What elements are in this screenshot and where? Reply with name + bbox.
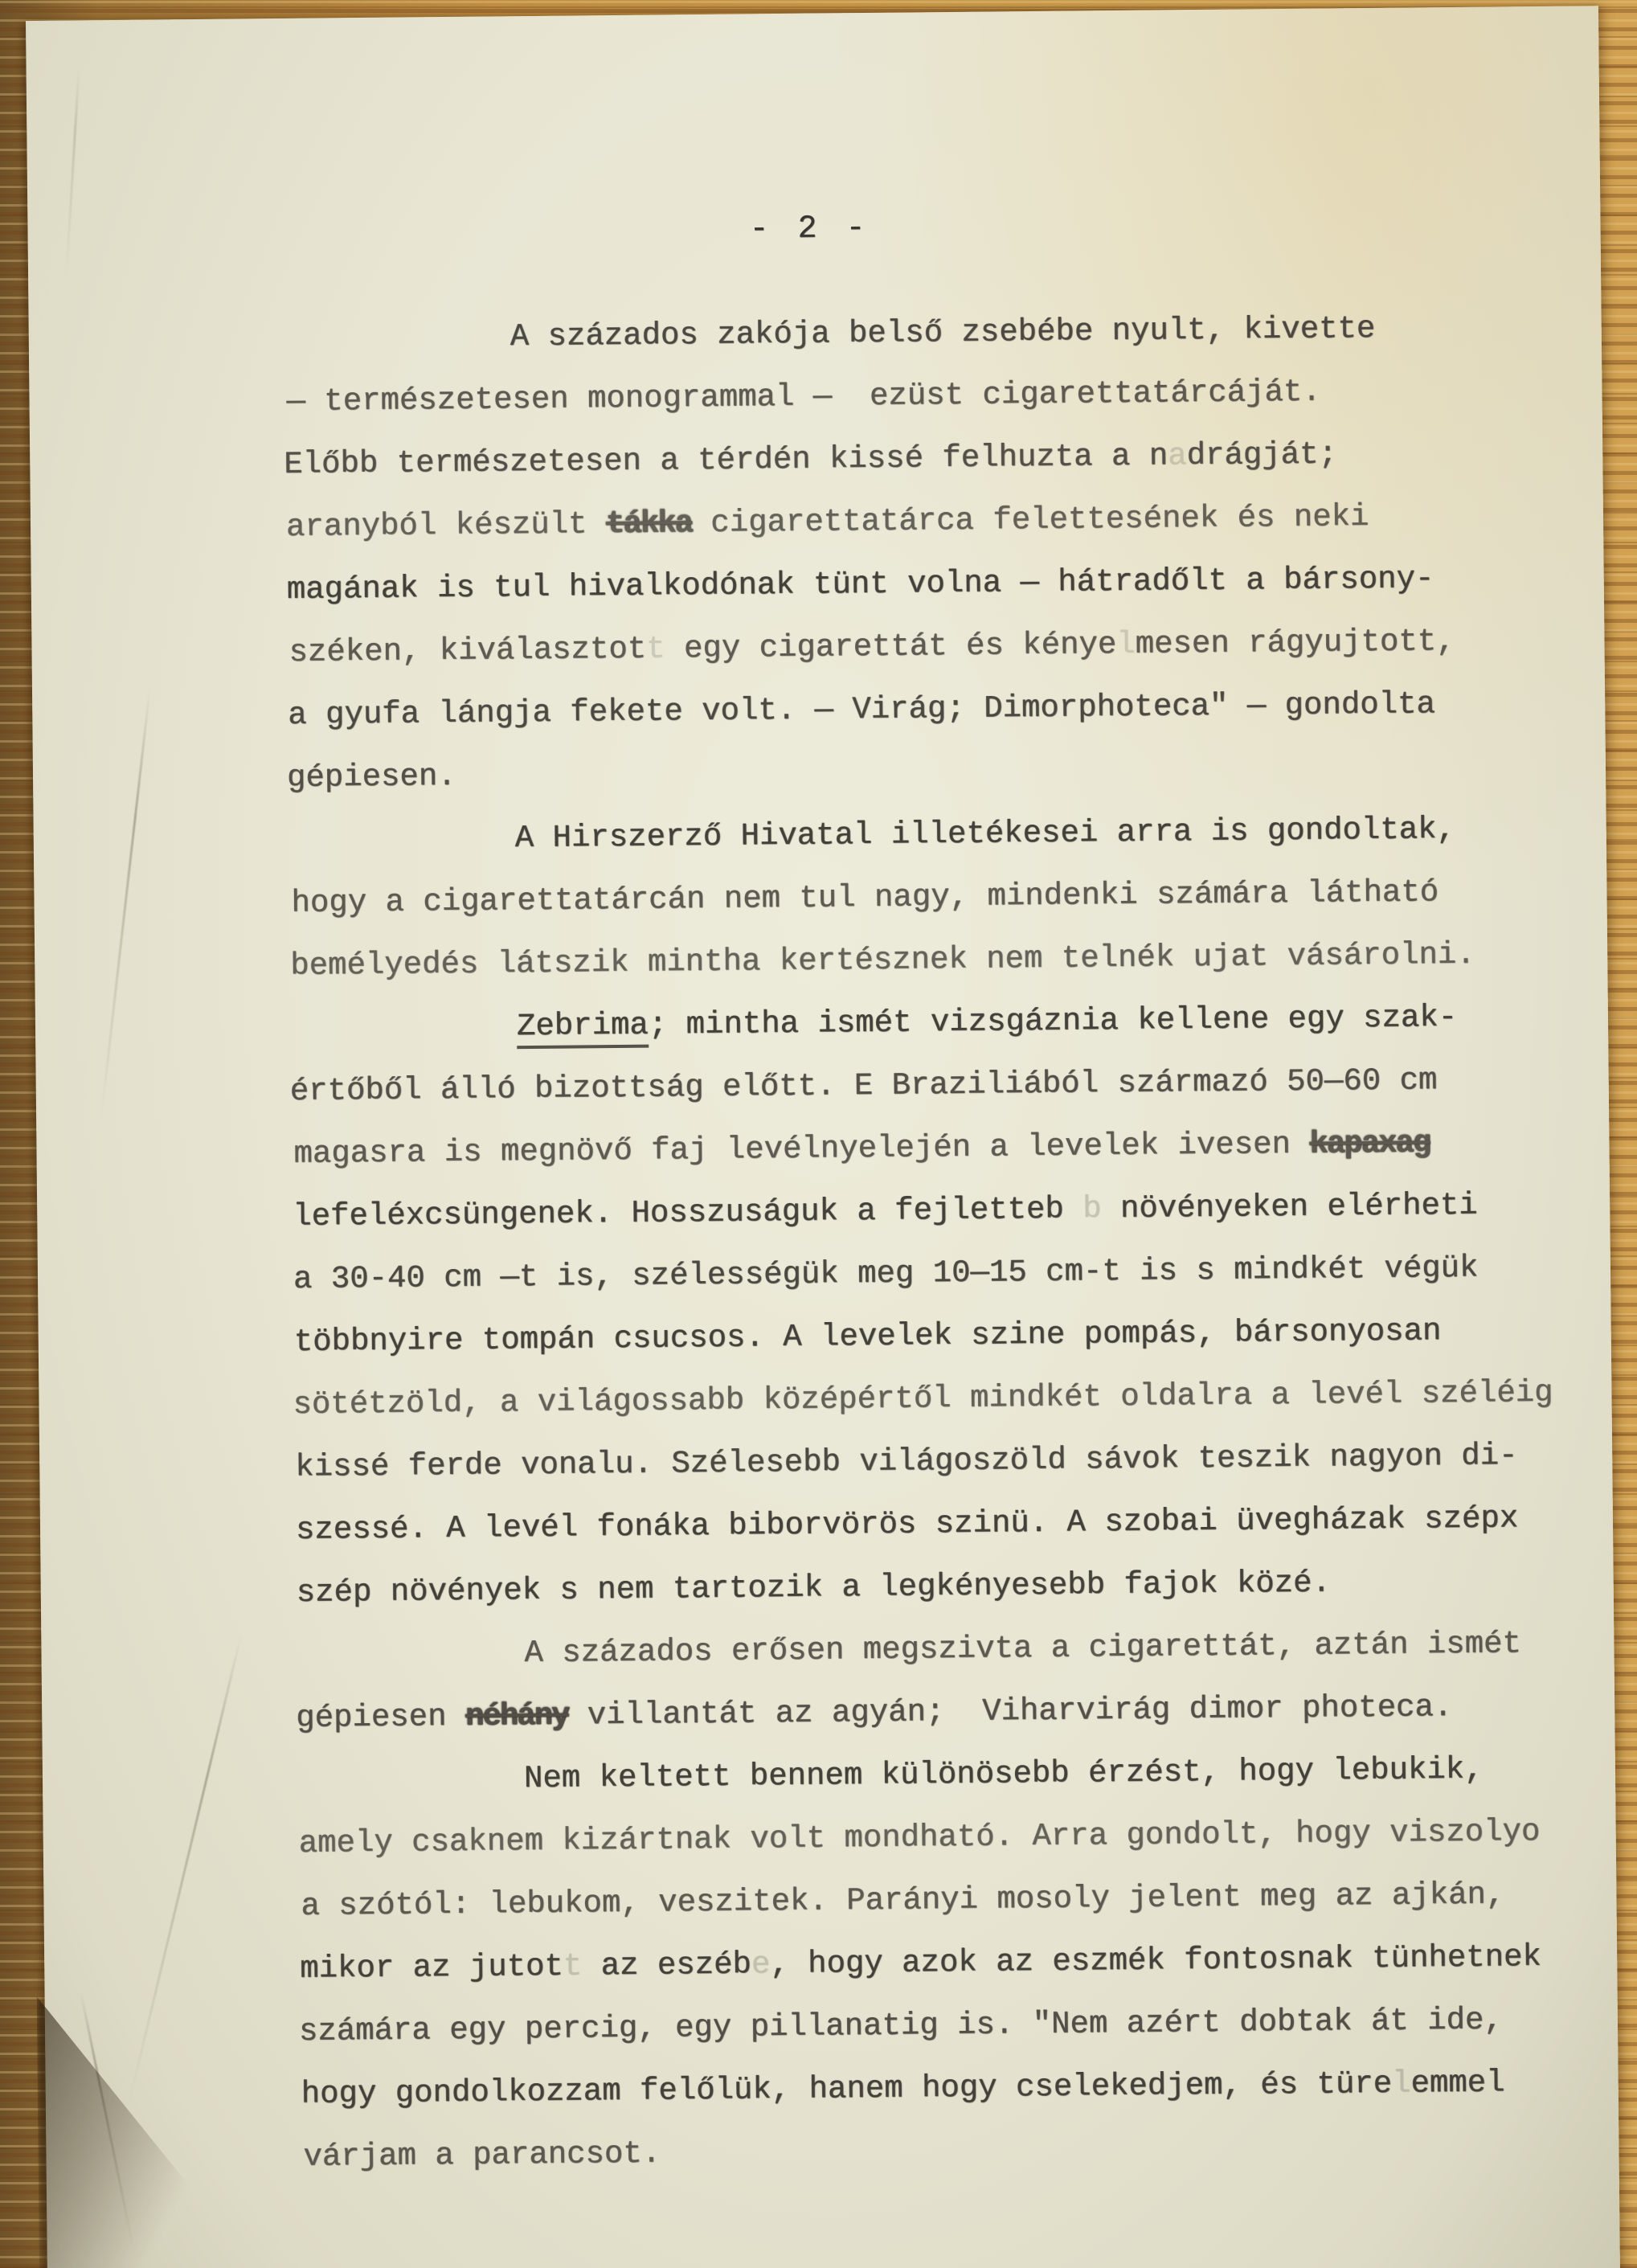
- text-segment: Előbb természetesen a térdén kissé felhuzta a n: [284, 438, 1168, 482]
- page-number: - 2 -: [749, 210, 870, 248]
- text-segment-faded: b: [1082, 1191, 1102, 1227]
- text-segment: ; mintha ismét vizsgáznia kellene egy szak-: [648, 999, 1458, 1043]
- text-segment: villantát az agyán; Viharvirág dimor photeca.: [568, 1689, 1453, 1734]
- text-segment: a szótól: lebukom, veszitek. Parányi mosoly jelent meg az ajkán,: [301, 1877, 1505, 1924]
- text-segment: cigarettatárca felettesének és neki: [691, 498, 1369, 542]
- text-segment: kissé ferde vonalu. Szélesebb világoszöld sávok teszik nagyon di-: [295, 1438, 1518, 1485]
- text-line: [296, 1486, 1598, 1562]
- text-segment: drágját;: [1186, 436, 1338, 474]
- text-segment: a gyufa lángja fekete volt. — Virág; Dimorphoteca" — gondolta: [288, 686, 1436, 733]
- text-segment: amely csaknem kizártnak volt mondható. Arra gondolt, hogy viszolyo: [298, 1814, 1541, 1861]
- text-segment: gépiesen: [296, 1698, 466, 1736]
- text-segment: A százados zakója belső zsebébe nyult, kivette: [510, 310, 1376, 355]
- text-segment-faded: t: [646, 631, 665, 667]
- text-line: [290, 922, 1593, 997]
- text-line: [301, 1862, 1603, 1938]
- text-segment-strike: néhány: [464, 1697, 569, 1734]
- text-segment: mesen rágyujtott,: [1135, 623, 1455, 662]
- text-segment: szép növények s nem tartozik a legkényesebb fajok közé.: [296, 1565, 1332, 1611]
- text-line: [293, 1110, 1596, 1185]
- text-segment-faded: t: [563, 1948, 583, 1984]
- text-segment: emmel: [1410, 2065, 1505, 2102]
- text-segment: hogy gondolkozzam felőlük, hanem hogy cselekedjem, és türe: [301, 2065, 1393, 2112]
- text-segment-faded: l: [1391, 2065, 1411, 2102]
- text-segment: A Hirszerző Hivatal illetékesei arra is gondoltak,: [514, 811, 1456, 857]
- text-segment: sötétzöld, a világossabb középértől mindkét oldalra a levél széléig: [293, 1374, 1553, 1423]
- paper-sheet: [26, 6, 1620, 2268]
- text-segment: A százados erősen megszivta a cigarettát, aztán ismét: [524, 1626, 1522, 1672]
- text-segment: mikor az jutot: [300, 1948, 564, 1987]
- text-segment: többnyire tompán csucsos. A levelek szine pompás, bársonyosan: [293, 1313, 1442, 1360]
- text-segment: aranyból készült: [285, 506, 607, 545]
- text-segment-strike: kapaxag: [1309, 1125, 1430, 1162]
- text-segment: értőből álló bizottság előtt. E Braziliából származó 50—60 cm: [289, 1062, 1438, 1109]
- text-line: [303, 2113, 1606, 2188]
- text-segment-faded: a: [1168, 438, 1187, 474]
- text-segment: gépiesen.: [286, 758, 456, 796]
- text-line: [299, 1988, 1602, 2063]
- text-segment: magasra is megnövő faj levélnyelején a levelek ivesen: [293, 1126, 1310, 1172]
- text-segment: egy cigarettát és kénye: [665, 627, 1117, 667]
- text-line: [293, 1235, 1596, 1311]
- text-line: [295, 1423, 1598, 1499]
- text-segment: szessé. A levél fonáka biborvörös szinü. A szobai üvegházak szépx: [295, 1500, 1519, 1548]
- text-segment: , hogy azok az eszmék fontosnak tünhetnek: [770, 1939, 1542, 1983]
- text-line: [286, 483, 1589, 559]
- paper-crease: [128, 1633, 242, 2102]
- corner-shadow: [37, 1994, 281, 2268]
- text-line: [287, 734, 1590, 809]
- text-segment: a 30-40 cm —t is, szélességük meg 10—15 cm-t is s mindkét végük: [293, 1250, 1479, 1297]
- text-segment-faded: e: [751, 1947, 771, 1983]
- text-segment: Nem keltett bennem különösebb érzést, hogy lebukik,: [523, 1751, 1484, 1797]
- text-segment: hogy a cigarettatárcán nem tul nagy, mindenki számára látható: [291, 874, 1439, 921]
- text-segment-strike: tákka: [605, 506, 693, 542]
- text-segment-faded: l: [1116, 626, 1136, 663]
- text-segment-underline: Zebrima: [517, 1008, 649, 1050]
- paper-crease: [65, 69, 80, 278]
- text-segment: számára egy percig, egy pillanatig is. "Nem azért dobtak át ide,: [298, 2002, 1504, 2049]
- text-segment: az eszéb: [582, 1947, 752, 1984]
- typewritten-text: [284, 295, 1603, 2188]
- text-segment: lefeléxcsüngenek. Hosszuságuk a fejletteb: [293, 1191, 1083, 1234]
- paper-crease: [100, 688, 151, 1120]
- text-segment: széken, kiválasztot: [289, 631, 647, 670]
- text-segment: növényeken elérheti: [1101, 1187, 1478, 1227]
- text-segment: — természetesen monogrammal — ezüst cigarettatárcáját.: [286, 374, 1321, 420]
- text-segment: magának is tul hivalkodónak tünt volna — hátradőlt a bársony-: [286, 561, 1434, 608]
- text-line: [296, 1674, 1598, 1750]
- text-segment: bemélyedés látszik mintha kertésznek nem telnék ujat vásárolni.: [290, 936, 1475, 984]
- text-segment: várjam a parancsot.: [303, 2135, 661, 2175]
